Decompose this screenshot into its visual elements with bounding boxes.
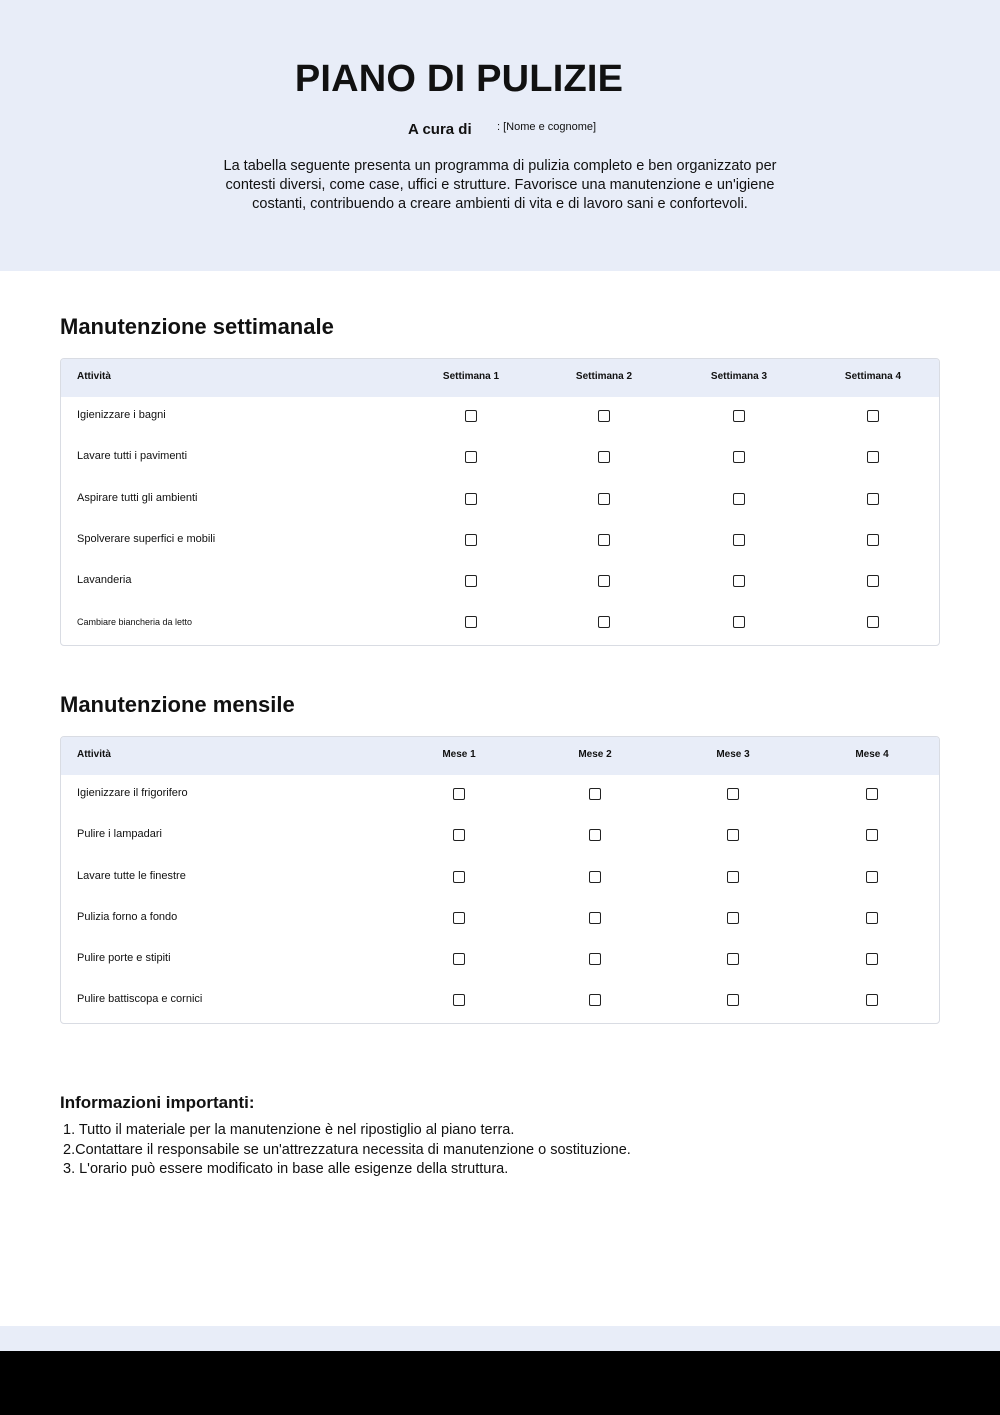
table-header-row xyxy=(61,359,939,397)
column-header-period: Mese 3 xyxy=(716,749,750,760)
checkbox[interactable] xyxy=(866,871,878,883)
checkbox[interactable] xyxy=(727,788,739,800)
activity-label: Lavare tutti i pavimenti xyxy=(77,450,188,463)
column-header-period: Settimana 4 xyxy=(844,371,902,382)
checkbox[interactable] xyxy=(727,994,739,1006)
table-row xyxy=(61,775,939,816)
activity-label: Pulizia forno a fondo xyxy=(77,910,178,923)
column-header-period: Settimana 3 xyxy=(710,371,768,382)
activity-label: Aspirare tutti gli ambienti xyxy=(77,491,198,504)
intro-line: La tabella seguente presenta un programma di pulizia completo e ben organizzato per xyxy=(223,158,777,174)
checkbox[interactable] xyxy=(598,575,610,587)
checkbox[interactable] xyxy=(867,534,879,546)
checkbox[interactable] xyxy=(589,829,601,841)
info-item: 2.Contattare il responsabile se un'attrezzatura necessita di manutenzione o sostituzione. xyxy=(63,1141,631,1158)
intro-text xyxy=(220,157,780,214)
checkbox[interactable] xyxy=(866,912,878,924)
table-row xyxy=(61,603,939,644)
table-row xyxy=(61,562,939,603)
checkbox[interactable] xyxy=(598,534,610,546)
checkbox[interactable] xyxy=(733,616,745,628)
checkbox[interactable] xyxy=(867,451,879,463)
checkbox[interactable] xyxy=(589,912,601,924)
column-header-period: Mese 4 xyxy=(855,749,889,760)
table-header-row xyxy=(61,737,939,775)
header-band xyxy=(0,0,1000,271)
checkbox[interactable] xyxy=(867,616,879,628)
info-list xyxy=(63,1121,631,1180)
checkbox[interactable] xyxy=(465,451,477,463)
activity-label: Pulire i lampadari xyxy=(77,828,162,841)
table-row xyxy=(61,816,939,857)
checkbox[interactable] xyxy=(727,912,739,924)
column-header-period: Settimana 1 xyxy=(442,371,500,382)
table-row xyxy=(61,981,939,1022)
table-row xyxy=(61,940,939,981)
checkbox[interactable] xyxy=(866,829,878,841)
checkbox[interactable] xyxy=(453,871,465,883)
intro-line: contesti diversi, come case, uffici e strutture. Favorisce una manutenzione e un'igiene xyxy=(225,177,775,193)
checkbox[interactable] xyxy=(733,534,745,546)
checkbox[interactable] xyxy=(866,953,878,965)
table-row xyxy=(61,858,939,899)
checkbox[interactable] xyxy=(727,829,739,841)
checkbox[interactable] xyxy=(453,788,465,800)
activity-label: Lavare tutte le finestre xyxy=(77,869,186,882)
byline-label: A cura di xyxy=(408,121,472,138)
table-row xyxy=(61,899,939,940)
table-row xyxy=(61,480,939,521)
checkbox[interactable] xyxy=(465,616,477,628)
checkbox[interactable] xyxy=(733,451,745,463)
checkbox[interactable] xyxy=(727,953,739,965)
checkbox[interactable] xyxy=(453,953,465,965)
activity-label: Lavanderia xyxy=(77,574,132,587)
footer-band xyxy=(0,1326,1000,1351)
activity-label: Cambiare biancheria da letto xyxy=(77,617,193,628)
intro-line: costanti, contribuendo a creare ambienti di vita e di lavoro sani e confortevoli. xyxy=(252,196,748,212)
checkbox[interactable] xyxy=(453,994,465,1006)
column-header-period: Mese 2 xyxy=(578,749,612,760)
table-row xyxy=(61,397,939,438)
byline-value[interactable]: : [Nome e cognome] xyxy=(497,121,597,133)
checkbox[interactable] xyxy=(866,788,878,800)
checkbox[interactable] xyxy=(733,493,745,505)
checkbox[interactable] xyxy=(453,912,465,924)
checkbox[interactable] xyxy=(733,410,745,422)
checkbox[interactable] xyxy=(598,451,610,463)
table-row xyxy=(61,438,939,479)
checkbox[interactable] xyxy=(465,410,477,422)
info-title: Informazioni importanti: xyxy=(60,1093,255,1112)
checkbox[interactable] xyxy=(598,616,610,628)
column-header-period: Settimana 2 xyxy=(575,371,633,382)
column-header-activity: Attività xyxy=(77,371,111,382)
checkbox[interactable] xyxy=(589,871,601,883)
info-item: 1. Tutto il materiale per la manutenzione è nel ripostiglio al piano terra. xyxy=(63,1122,515,1138)
checkbox[interactable] xyxy=(465,575,477,587)
weekly-section-title: Manutenzione settimanale xyxy=(60,314,334,339)
checkbox[interactable] xyxy=(867,410,879,422)
checkbox[interactable] xyxy=(598,493,610,505)
monthly-section-title: Manutenzione mensile xyxy=(60,692,295,717)
column-header-activity: Attività xyxy=(77,749,111,760)
checkbox[interactable] xyxy=(589,953,601,965)
checkbox[interactable] xyxy=(733,575,745,587)
checkbox[interactable] xyxy=(589,788,601,800)
checkbox[interactable] xyxy=(867,493,879,505)
info-item: 3. L'orario può essere modificato in base alle esigenze della struttura. xyxy=(63,1161,509,1177)
footer-bar xyxy=(0,1351,1000,1415)
activity-label: Spolverare superfici e mobili xyxy=(77,532,216,545)
checkbox[interactable] xyxy=(465,534,477,546)
checkbox[interactable] xyxy=(465,493,477,505)
monthly-table xyxy=(60,736,940,1024)
weekly-table xyxy=(60,358,940,646)
activity-label: Igienizzare il frigorifero xyxy=(77,787,188,799)
checkbox[interactable] xyxy=(589,994,601,1006)
checkbox[interactable] xyxy=(453,829,465,841)
checkbox[interactable] xyxy=(866,994,878,1006)
checkbox[interactable] xyxy=(598,410,610,422)
activity-label: Pulire battiscopa e cornici xyxy=(77,993,203,1006)
checkbox[interactable] xyxy=(727,871,739,883)
column-header-period: Mese 1 xyxy=(442,749,476,760)
checkbox[interactable] xyxy=(867,575,879,587)
activity-label: Igienizzare i bagni xyxy=(77,409,166,421)
page-title: PIANO DI PULIZIE xyxy=(294,58,624,100)
activity-label: Pulire porte e stipiti xyxy=(77,952,171,965)
table-row xyxy=(61,521,939,562)
